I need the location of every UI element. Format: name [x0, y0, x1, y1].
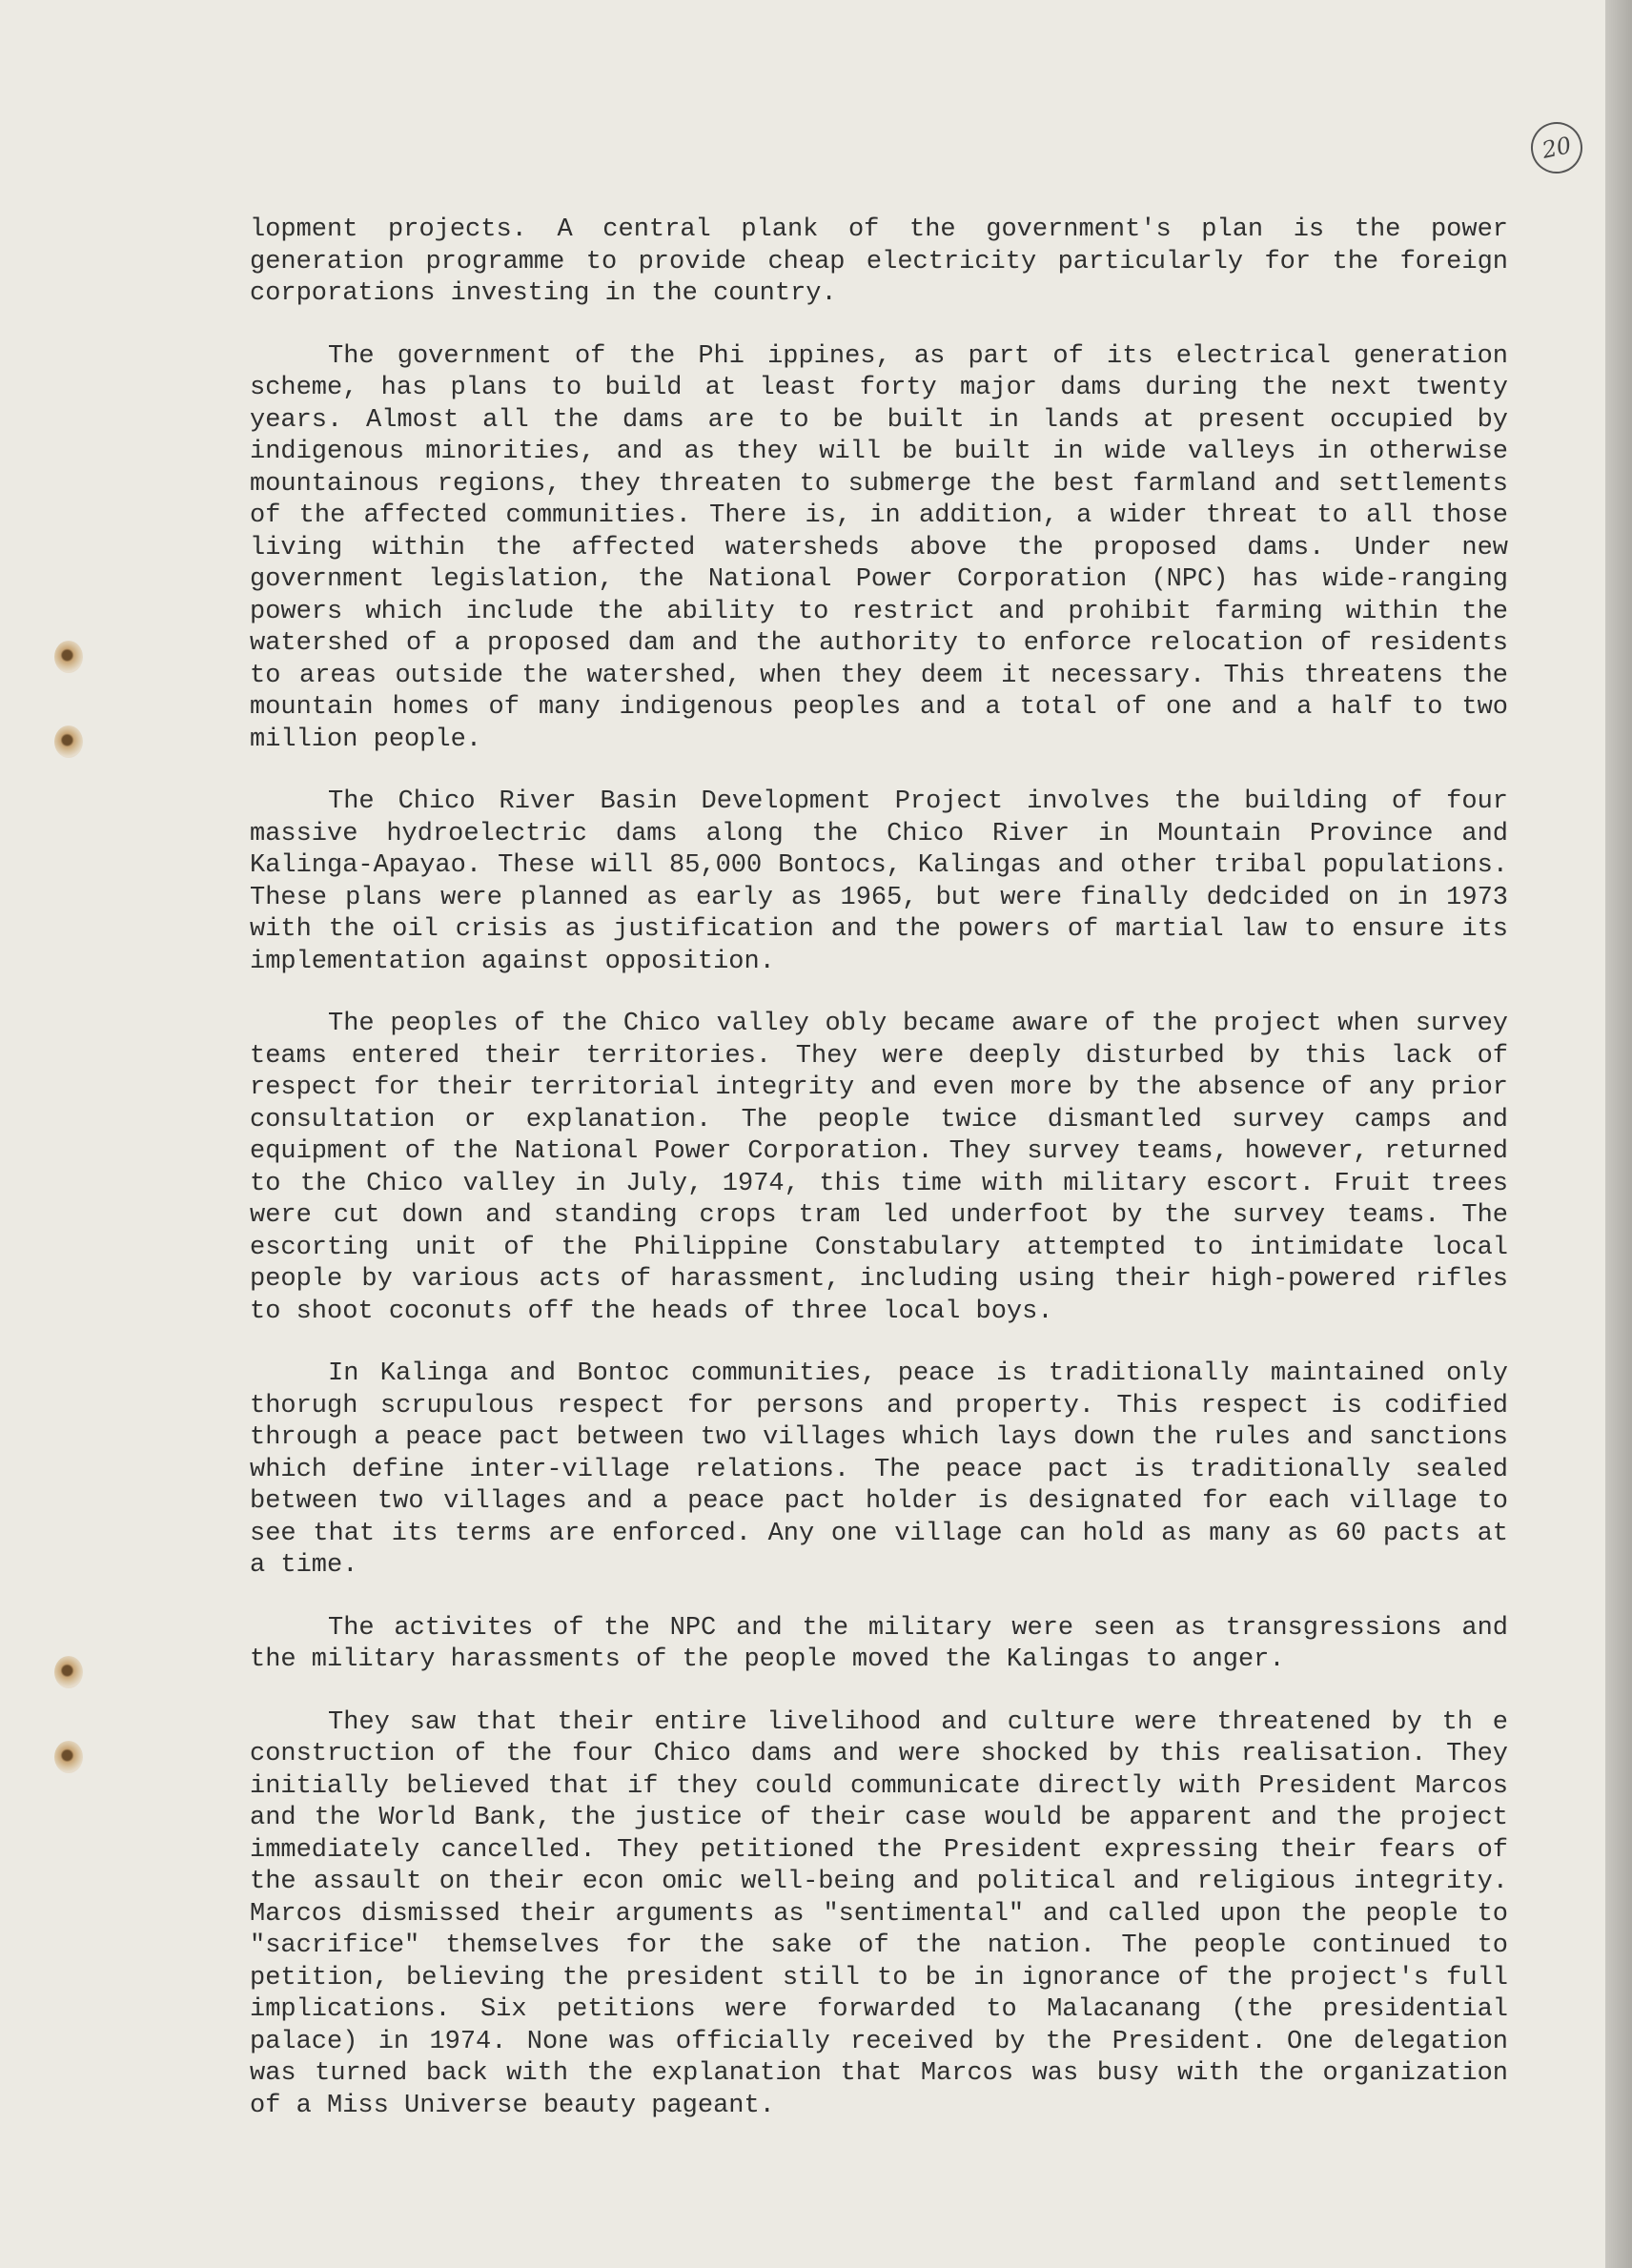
- paragraph-2: The government of the Phi ippines, as part of its electrical generation scheme, has plans to build at least forty major dams during the next twenty years. Almost all the dams are to be built in lands at present occupied by indigenous minorities, and as they will be built in wide valleys in otherwise mountainous regions, they threaten to submerge the best farmland and settlements of the affected communities. There is, in addition, a wider threat to all those living within the affected watersheds above the proposed dams. Under new government legislation, the National Power Corporation (NPC) has wide-ranging powers which include the ability to restrict and prohibit farming within the watershed of a proposed dam and the authority to enforce relocation of residents to areas outside the watershed, when they deem it necessary. This threatens the mountain homes of many indigenous peoples and a total of one and a half to two million people.: [250, 341, 1508, 754]
- paragraph-5: In Kalinga and Bontoc communities, peace is traditionally maintained only thorugh scrupulous respect for persons and property. This respect is codified through a peace pact between two villages which lays down the rules and sanctions which define inter-village relations. The peace pact is traditionally sealed between two villages and a peace pact holder is designated for each village to see that its terms are enforced. Any one village can hold as many as 60 pacts at a time.: [250, 1359, 1508, 1580]
- paragraph-7: They saw that their entire livelihood and culture were threatened by th e construction of the four Chico dams and were shocked by this realisation. They initially believed that if they could communicate directly with President Marcos and the World Bank, the justice of their case would be apparent and the project immediately cancelled. They petitioned the President expressing their fears of the assault on their econ omic well-being and political and religious integrity. Marcos dismissed their arguments as "sentimental" and called upon the people to "sacrifice" themselves for the sake of the nation. The people continued to petition, believing the president still to be in ignorance of the project's full implications. Six petitions were forwarded to Malacanang (the presidential palace) in 1974. None was officially received by the President. One delegation was turned back with the explanation that Marcos was busy with the organization of a Miss Universe beauty pageant.: [250, 1707, 1508, 2120]
- punch-hole-3: [54, 1656, 83, 1688]
- body-text: [250, 215, 1508, 2153]
- paragraph-4: The peoples of the Chico valley obly became aware of the project when survey teams entered their territories. They were deeply disturbed by this lack of respect for their territorial integrity and even more by the absence of any prior consultation or explanation. The people twice dismantled survey camps and equipment of the National Power Corporation. They survey teams, however, returned to the Chico valley in July, 1974, this time with military escort. Fruit trees were cut down and standing crops tram led underfoot by the survey teams. The escorting unit of the Philippine Constabulary attempted to intimidate local people by various acts of harassment, including using their high-powered rifles to shoot coconuts off the heads of three local boys.: [250, 1010, 1508, 1326]
- paragraph-3: The Chico River Basin Development Project involves the building of four massive hydroelectric dams along the Chico River in Mountain Province and Kalinga-Apayao. These will 85,000 Bontocs, Kalingas and other tribal populations. These plans were planned as early as 1965, but were finally dedcided on in 1973 with the oil crisis as justification and the powers of martial law to ensure its implementation against opposition.: [250, 787, 1508, 976]
- page-edge-shadow: [1605, 0, 1632, 2268]
- paragraph-1: lopment projects. A central plank of the government's plan is the power generation programme to provide cheap electricity particularly for the foreign corporations investing in the country.: [250, 215, 1508, 308]
- punch-hole-2: [54, 725, 83, 758]
- paragraph-6: The activites of the NPC and the military were seen as transgressions and the military harassments of the people moved the Kalingas to anger.: [250, 1613, 1508, 1674]
- punch-hole-4: [54, 1741, 83, 1773]
- page-number: 20: [1526, 117, 1587, 178]
- punch-hole-1: [54, 641, 83, 673]
